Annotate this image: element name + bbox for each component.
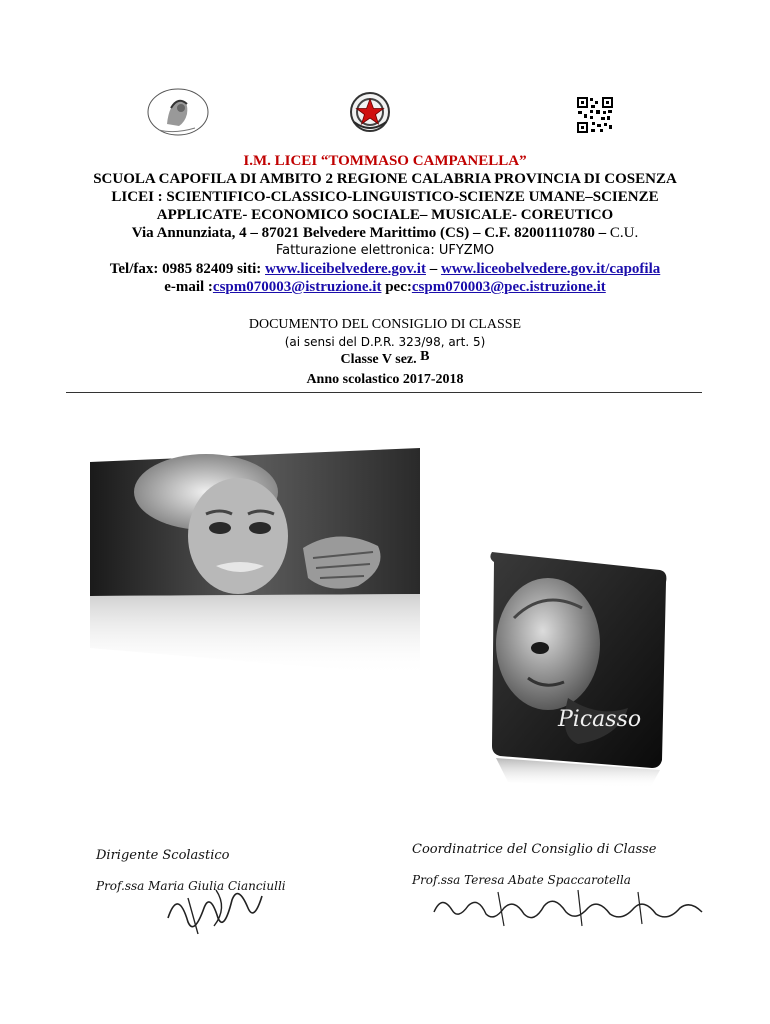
header-licei-line: LICEI : SCIENTIFICO-CLASSICO-LINGUISTICO-SCIENZE UMANE–SCIENZE xyxy=(111,189,659,205)
site-link-2[interactable]: www.liceobelvedere.gov.it/capofila xyxy=(440,261,661,277)
header-ambito-line: SCUOLA CAPOFILA DI AMBITO 2 REGIONE CALABRIA PROVINCIA DI COSENZA xyxy=(93,171,677,187)
header-address xyxy=(40,224,730,242)
fatturazione-line: Fatturazione elettronica: UFYZMO xyxy=(275,243,495,258)
dirigente-handwritten-signature xyxy=(158,878,268,938)
pec-label: pec: xyxy=(381,279,412,295)
email-line xyxy=(40,278,730,296)
coordinatrice-title: Coordinatrice del Consiglio di Classe xyxy=(412,842,657,857)
logos-row xyxy=(0,86,770,142)
document-title: DOCUMENTO DEL CONSIGLIO DI CLASSE xyxy=(248,317,522,332)
site-link-1[interactable]: www.liceibelvedere.gov.it xyxy=(265,261,426,277)
document-subtitle: (ai sensi del D.P.R. 323/98, art. 5) xyxy=(284,335,486,349)
header-licei-line-2: APPLICATE- ECONOMICO SOCIALE– MUSICALE- COREUTICO xyxy=(156,207,614,223)
pec-link[interactable]: cspm070003@pec.istruzione.it xyxy=(411,279,606,295)
class-label xyxy=(40,350,730,370)
class-section: B xyxy=(420,349,430,364)
campanella-portrait-logo xyxy=(145,86,211,138)
coordinatrice-name: Prof.ssa Teresa Abate Spaccarotella xyxy=(412,873,631,887)
einstein-photo xyxy=(88,448,422,678)
contacts-line xyxy=(40,260,730,278)
site-separator: – xyxy=(425,261,441,277)
coordinatrice-signature-block xyxy=(412,842,712,887)
school-year: Anno scolastico 2017-2018 xyxy=(306,372,464,387)
picasso-signature: Picasso xyxy=(558,707,642,732)
school-name: I.M. LICEI “TOMMASO CAMPANELLA” xyxy=(243,153,527,169)
dirigente-signature-block xyxy=(96,848,356,893)
document-title-block xyxy=(40,316,730,390)
dirigente-name: Prof.ssa Maria Giulia Cianciulli xyxy=(96,879,286,893)
email-label: e-mail : xyxy=(164,279,213,295)
school-header xyxy=(40,152,730,296)
telfax-text: Tel/fax: 0985 82409 siti: xyxy=(109,261,266,277)
coordinatrice-handwritten-signature xyxy=(428,886,708,930)
divider-line xyxy=(66,392,702,393)
address-cu: C.U. xyxy=(606,225,639,241)
qr-code-icon xyxy=(576,96,614,134)
italian-republic-emblem xyxy=(348,90,392,134)
picasso-photo xyxy=(478,548,674,788)
class-text: Classe V sez. xyxy=(340,352,421,367)
dirigente-title: Dirigente Scolastico xyxy=(96,848,230,863)
address-text: Via Annunziata, 4 – 87021 Belvedere Marittimo (CS) – C.F. 82001110780 – xyxy=(131,225,607,241)
email-link[interactable]: cspm070003@istruzione.it xyxy=(212,279,382,295)
